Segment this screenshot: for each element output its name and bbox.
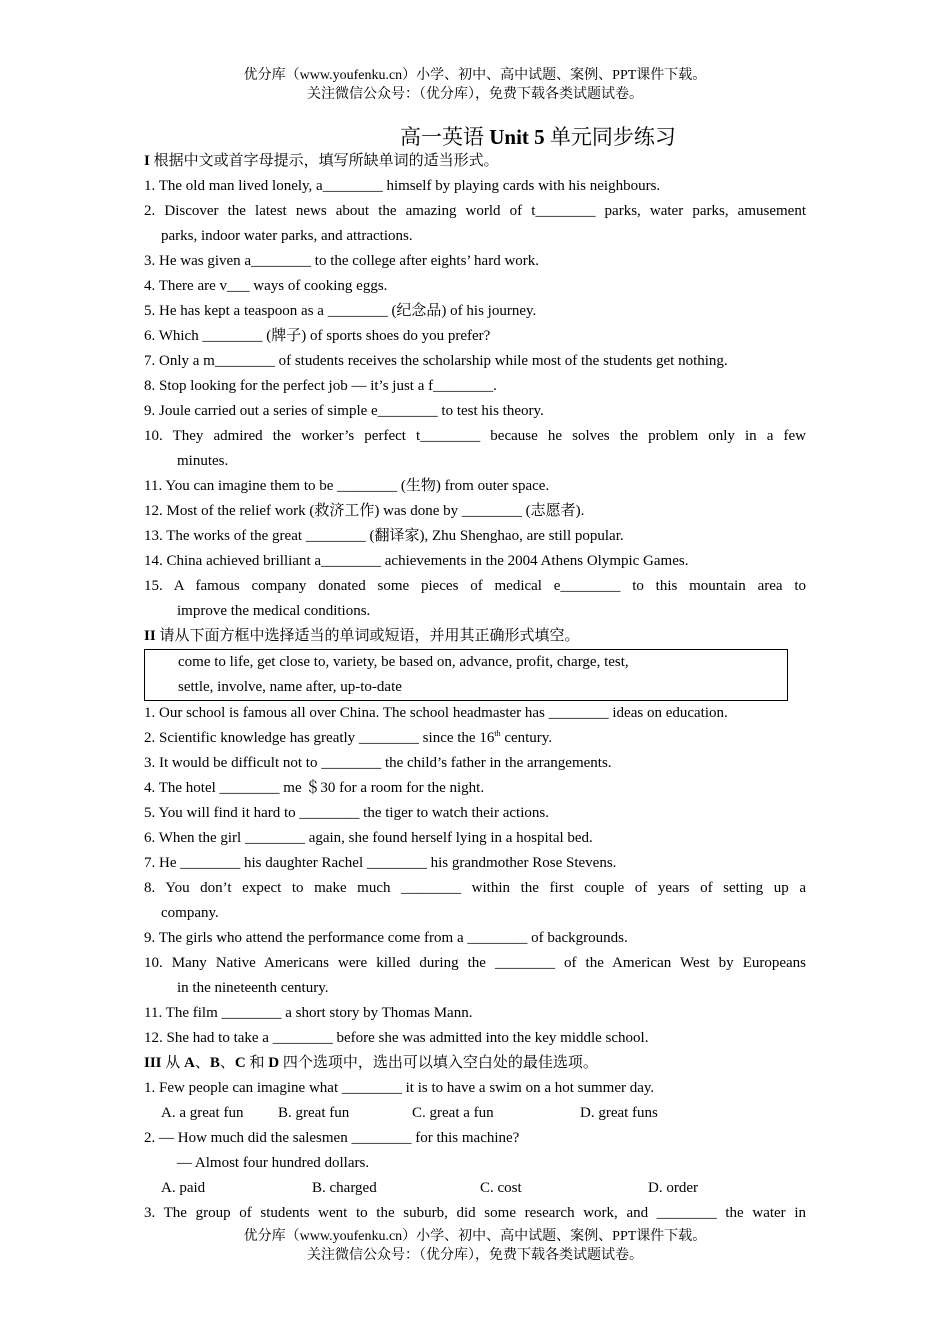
- question-item: 15. A famous company donated some pieces of medical e________ to this mountain area to: [144, 578, 806, 594]
- footer-line-1: 优分库（www.youfenku.cn）小学、初中、高中试题、案例、PPT课件下载。: [243, 1229, 707, 1244]
- footer-line-2: 关注微信公众号：（优分库），免费下载各类试题试卷。: [307, 1248, 643, 1263]
- question-item: 11. You can imagine them to be ________ (生物) from outer space.: [144, 478, 550, 494]
- header-line-2: 关注微信公众号：（优分库），免费下载各类试题试卷。: [307, 87, 643, 102]
- question-reply: — Almost four hundred dollars.: [177, 1155, 370, 1171]
- answer-options: [144, 1176, 806, 1201]
- question-item: 3. He was given a________ to the college after eights’ hard work.: [144, 253, 540, 269]
- question-item: 7. Only a m________ of students receives the scholarship while most of the students get nothing.: [144, 353, 728, 369]
- question-item: 1. Few people can imagine what ________ it is to have a swim on a hot summer day.: [144, 1080, 655, 1096]
- question-item: 10. Many Native Americans were killed during the ________ of the American West by Europeans: [144, 955, 806, 971]
- question-item: 9. The girls who attend the performance come from a ________ of backgrounds.: [144, 930, 628, 946]
- option-b: B. charged: [312, 1180, 377, 1196]
- question-continuation: company.: [161, 905, 219, 921]
- header-line-1: 优分库（www.youfenku.cn）小学、初中、高中试题、案例、PPT课件下载。: [243, 68, 707, 83]
- question-continuation: parks, indoor water parks, and attractions.: [161, 228, 413, 244]
- question-continuation: in the nineteenth century.: [177, 980, 329, 996]
- question-item: 4. The hotel ________ me ＄30 for a room for the night.: [144, 780, 485, 796]
- question-item: 6. When the girl ________ again, she found herself lying in a hospital bed.: [144, 830, 593, 846]
- question-continuation: minutes.: [177, 453, 229, 469]
- option-d: D. order: [648, 1180, 698, 1196]
- option-a: A. paid: [161, 1180, 206, 1196]
- page-footer: [0, 1227, 950, 1265]
- page-title: 高一英语 Unit 5 单元同步练习: [400, 125, 676, 149]
- question-item: 2. Discover the latest news about the amazing world of t________ parks, water parks, amusement: [144, 203, 806, 219]
- question-item: 13. The works of the great ________ (翻译家), Zhu Shenghao, are still popular.: [144, 528, 624, 544]
- question-item: 5. You will find it hard to ________ the tiger to watch their actions.: [144, 805, 549, 821]
- question-item: 8. Stop looking for the perfect job — it’s just a f________.: [144, 378, 497, 394]
- question-item: 2. Scientific knowledge has greatly ________ since the 16th century.: [144, 729, 553, 746]
- question-item: 4. There are v___ ways of cooking eggs.: [144, 278, 388, 294]
- question-item: 3. It would be difficult not to ________ the child’s father in the arrangements.: [144, 755, 612, 771]
- question-item: 14. China achieved brilliant a________ achievements in the 2004 Athens Olympic Games.: [144, 553, 689, 569]
- question-item: 9. Joule carried out a series of simple e________ to test his theory.: [144, 403, 544, 419]
- section-3-heading: III 从 A、B、C 和 D 四个选项中，选出可以填入空白处的最佳选项。: [144, 1055, 598, 1071]
- question-item: 7. He ________ his daughter Rachel ________ his grandmother Rose Stevens.: [144, 855, 617, 871]
- word-bank-box: [144, 649, 788, 701]
- option-b: B. great fun: [278, 1105, 350, 1121]
- option-d: D. great funs: [580, 1105, 658, 1121]
- section-1-heading: I 根据中文或首字母提示，填写所缺单词的适当形式。: [144, 153, 499, 169]
- page-header: [0, 66, 950, 104]
- option-a: A. a great fun: [161, 1105, 244, 1121]
- word-bank-line: come to life, get close to, variety, be based on, advance, profit, charge, test,: [178, 654, 629, 670]
- section-2-heading: II 请从下面方框中选择适当的单词或短语，并用其正确形式填空。: [144, 628, 580, 644]
- question-item: 5. He has kept a teaspoon as a ________ (纪念品) of his journey.: [144, 303, 537, 319]
- question-item: 8. You don’t expect to make much ________ within the first couple of years of setting up a: [144, 880, 806, 896]
- option-c: C. cost: [480, 1180, 522, 1196]
- question-item: 1. Our school is famous all over China. The school headmaster has ________ ideas on education.: [144, 705, 728, 721]
- question-item: 11. The film ________ a short story by Thomas Mann.: [144, 1005, 473, 1021]
- question-item: 1. The old man lived lonely, a________ himself by playing cards with his neighbours.: [144, 178, 661, 194]
- answer-options: [144, 1101, 806, 1126]
- question-item: 10. They admired the worker’s perfect t________ because he solves the problem only in a few: [144, 428, 806, 444]
- word-bank-line: settle, involve, name after, up-to-date: [178, 679, 402, 695]
- question-item: 2. — How much did the salesmen ________ for this machine?: [144, 1130, 520, 1146]
- question-item: 6. Which ________ (牌子) of sports shoes do you prefer?: [144, 328, 491, 344]
- question-item: 12. She had to take a ________ before she was admitted into the key middle school.: [144, 1030, 649, 1046]
- worksheet-body: [144, 149, 806, 1226]
- question-continuation: improve the medical conditions.: [177, 603, 371, 619]
- option-c: C. great a fun: [412, 1105, 494, 1121]
- question-item: 3. The group of students went to the suburb, did some research work, and ________ the water in: [144, 1205, 806, 1221]
- question-item: 12. Most of the relief work (救济工作) was done by ________ (志愿者).: [144, 503, 585, 519]
